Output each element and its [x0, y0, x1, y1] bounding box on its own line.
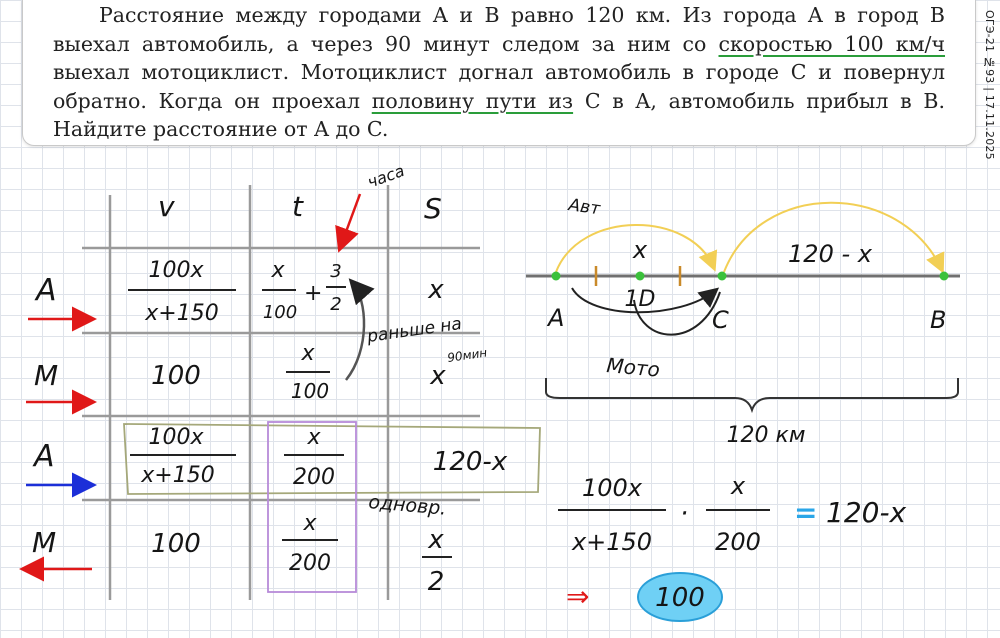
header-t: t	[292, 190, 303, 223]
label-seg-ac: x	[632, 236, 648, 264]
problem-text-tail: C в A, автомобиль прибыл в B. Найдите расстояние от A до C.	[53, 88, 946, 141]
header-v: v	[158, 190, 175, 223]
r2-v: 100	[151, 361, 201, 391]
label-tenth: 1D	[624, 287, 656, 312]
row-label-m2: M	[32, 526, 57, 559]
eq-equals: =	[794, 496, 818, 529]
side-label: ОГЭ-21 №93 | 17.11.2025	[983, 10, 996, 160]
r4-s-den: 2	[427, 567, 445, 597]
row-label-a1: A	[36, 273, 57, 308]
point-mid-dot	[636, 272, 645, 281]
r1-v-num: 100x	[148, 258, 204, 283]
eq-left-den: x+150	[571, 528, 653, 556]
point-b-dot	[940, 272, 949, 281]
r2-s: x	[430, 361, 446, 391]
label-point-a: A	[548, 304, 565, 332]
table-grid	[82, 185, 480, 600]
label-car: Авт	[567, 195, 602, 220]
label-point-c: C	[712, 306, 729, 334]
r3-t-den: 200	[293, 465, 335, 490]
eq-right-den: 200	[715, 528, 761, 556]
answer-arrow: ⇒	[566, 580, 590, 613]
label-total: 120 км	[726, 423, 806, 448]
total-brace	[546, 378, 958, 410]
point-a-dot	[552, 272, 561, 281]
row-label-m1: M	[34, 359, 59, 392]
row-label-a2: A	[34, 439, 55, 474]
r3-v-den: x+150	[141, 463, 215, 488]
problem-underline-speed: скоростью 100 км/ч	[718, 31, 946, 56]
r3-v-num: 100x	[148, 425, 204, 450]
r4-v: 100	[151, 529, 201, 559]
r1-t-add-num: 3	[330, 261, 342, 282]
r1-t-add-den: 2	[330, 294, 342, 315]
note-minutes: 90мин	[446, 345, 488, 365]
r1-t-plus: +	[304, 281, 323, 306]
note-hours: часа	[364, 160, 407, 192]
r1-v-den: x+150	[145, 301, 219, 326]
r3-s: 120-x	[432, 447, 508, 477]
r2-t-den: 100	[290, 379, 330, 403]
problem-underline-half: половину пути из	[371, 88, 574, 113]
eq-left-num: 100x	[581, 474, 643, 502]
eq-rhs: 120-x	[826, 496, 907, 529]
r3-t-num: x	[307, 425, 321, 450]
r4-t-den: 200	[289, 551, 331, 576]
problem-text-mid: выехал мотоциклист. Мотоциклист догнал автомобиль в городе C и повернул обратно. Когда он проехал	[53, 60, 945, 113]
r1-t-num: x	[271, 258, 285, 283]
label-moto: Мото	[605, 353, 661, 382]
arrow-earlier	[346, 282, 364, 380]
r1-t-den: 100	[262, 302, 298, 323]
arrow-hours	[340, 194, 360, 248]
problem-text-lead: Расстояние между городами A и B равно 120 км. Из города A в город B выехал автомобиль, а через 90 минут следом за ним со	[53, 3, 945, 56]
note-earlier: раньше на	[365, 313, 464, 347]
answer-value: 100	[655, 583, 705, 613]
r2-t-num: x	[301, 341, 315, 366]
label-point-b: B	[930, 306, 947, 334]
r4-s-num: x	[428, 525, 444, 555]
r4-t-num: x	[303, 511, 317, 536]
eq-right-num: x	[730, 472, 746, 500]
note-simultaneous: одновр.	[367, 491, 448, 520]
point-c-dot	[718, 272, 727, 281]
label-seg-cb: 120 - x	[788, 240, 872, 268]
eq-dot: ·	[680, 499, 689, 529]
r1-s: x	[428, 275, 444, 305]
header-s: S	[424, 192, 442, 225]
